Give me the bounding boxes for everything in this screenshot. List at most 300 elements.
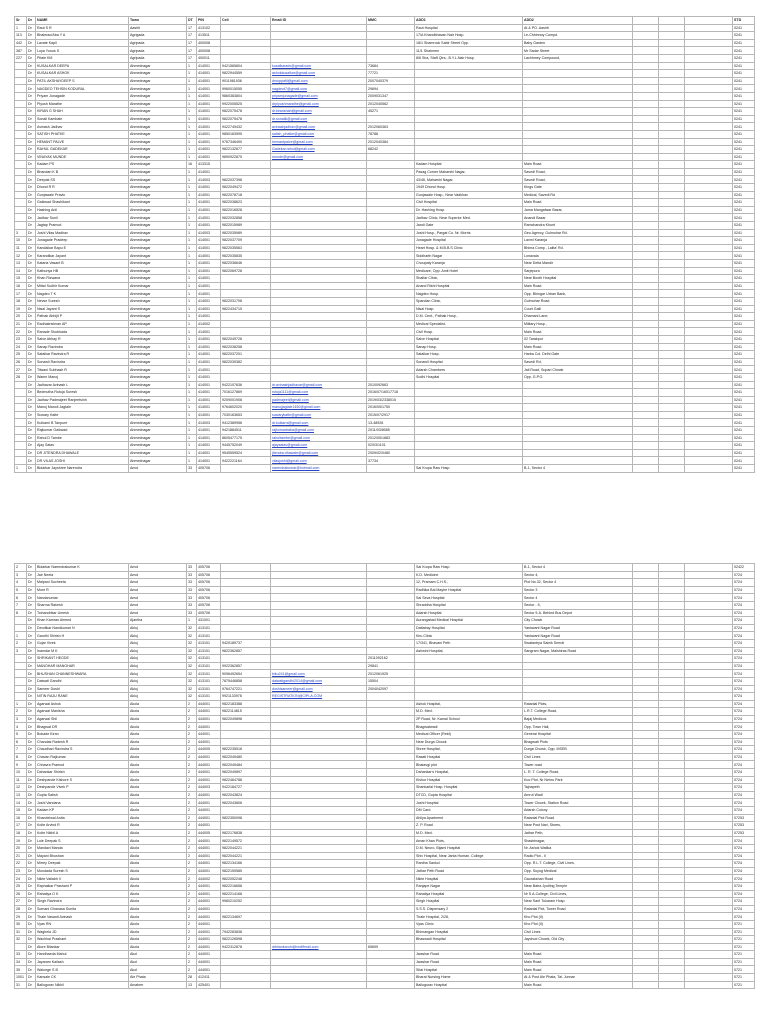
cell-email[interactable]: kusalkaradv@gmail.com [271,62,367,70]
cell-name: NAGDEO TEHSIN KODURAL [36,85,129,93]
cell-email[interactable] [271,776,367,784]
cell-std: 0241 [733,146,755,154]
cell-add1: Medical Specialist, [415,320,523,328]
cell-email[interactable]: dr.kiranshah@gmail.com [271,108,367,116]
cell-email[interactable]: REGISTRATION@CIPLA.COM [271,693,367,701]
cell-email[interactable] [271,328,367,336]
cell-dr: Dr [27,799,36,807]
cell-dr: Dr [27,928,36,936]
cell-extra1 [633,943,659,951]
cell-add1: Anand Rishi Hospital [415,282,523,290]
cell-email[interactable] [271,632,367,640]
cell-std: 0241 [733,313,755,321]
cell-name: Gaikwad Shashikant [36,199,129,207]
cell-add2 [523,419,633,427]
cell-name: Jadhavar Avinash L [36,381,129,389]
cell-pin: 414001 [197,389,221,397]
cell-extra1 [633,199,659,207]
cell-email[interactable] [271,738,367,746]
table-row [15,860,755,868]
cell-std: 0241 [733,77,755,85]
table-row [15,100,755,108]
cell-email[interactable] [271,700,367,708]
cell-email[interactable] [271,313,367,321]
cell-dr: Dr [27,829,36,837]
cell-extra1 [633,411,659,419]
cell-email[interactable]: munde@gmail.com [271,153,367,161]
cell-email[interactable] [271,320,367,328]
cell-town: Agripada [129,39,187,47]
cell-mmc [367,47,415,55]
cell-dr: Dr [27,761,36,769]
cell-town: Ahmednagar [129,115,187,123]
cell-dt: 2 [187,860,197,868]
table-row [15,108,755,116]
cell-email[interactable] [271,829,367,837]
cell-email[interactable]: dr.avinashjadhavar@gmail.com [271,381,367,389]
cell-email[interactable] [271,837,367,845]
cell-email[interactable] [271,260,367,268]
cell-town: Akola [129,936,187,944]
cell-email[interactable] [271,791,367,799]
cell-pin: 413101 [197,693,221,701]
cell-email[interactable] [271,655,367,663]
cell-town: Ahmednagar [129,184,187,192]
cell-dt: 1 [187,442,197,450]
cell-email[interactable]: hemantpalve@gmail.com [271,138,367,146]
cell-mmc [367,244,415,252]
cell-add1: Ashwini Hospital, [415,647,523,655]
cell-email[interactable] [271,617,367,625]
cell-email[interactable]: drpiyushmarathe@gmail.com [271,100,367,108]
cell-extra2 [659,115,685,123]
cell-std: 0724 [733,639,755,647]
cell-extra3 [685,290,733,298]
cell-extra3 [685,457,733,465]
cell-add1 [415,92,523,100]
cell-extra1 [633,260,659,268]
cell-sr [15,161,27,169]
cell-mmc [367,161,415,169]
cell-email[interactable] [271,951,367,959]
cell-email[interactable]: drbilankaruhi@rediffmail.com [271,943,367,951]
cell-std: 0241 [733,92,755,100]
cell-extra3 [685,579,733,587]
cell-mmc [367,571,415,579]
cell-email[interactable]: priyamjunagade@gmail.com [271,92,367,100]
cell-extra3 [685,814,733,822]
table-row [15,328,755,336]
cell-sr: 1 [15,700,27,708]
cell-email[interactable] [271,662,367,670]
cell-dr: Dr [27,373,36,381]
cell-extra1 [633,108,659,116]
cell-sr: 11 [15,776,27,784]
cell-email[interactable] [271,609,367,617]
cell-cell: 9822044221 [221,852,271,860]
cell-extra2 [659,24,685,32]
cell-add2: Medical, Savedi Rd [523,191,633,199]
cell-std: 0241 [733,47,755,55]
cell-email[interactable] [271,168,367,176]
table-row [15,564,755,572]
cell-cell: 9421884511 [221,427,271,435]
cell-std: 0241 [733,267,755,275]
cell-email[interactable] [271,753,367,761]
cell-email[interactable] [271,184,367,192]
cell-pin: 413101 [197,624,221,632]
table-row [15,958,755,966]
cell-cell [221,655,271,663]
cell-email[interactable]: nagdeot7@gmail.com [271,85,367,93]
cell-mmc: 02/03/1101 [367,442,415,450]
cell-sr: 33 [15,951,27,959]
cell-email[interactable]: Gadekar.rahul@gmail.com [271,146,367,154]
cell-email[interactable] [271,860,367,868]
cell-email[interactable] [271,32,367,40]
cell-extra3 [685,351,733,359]
cell-email[interactable]: suwarykatte@gmail.com [271,411,367,419]
cell-add2 [523,693,633,701]
cell-extra1 [633,594,659,602]
cell-extra1 [633,981,659,989]
cell-email[interactable] [271,981,367,989]
cell-town: Ahmednagar [129,100,187,108]
cell-name: Rahul D Tambe [36,434,129,442]
cell-town: Amol [129,564,187,572]
cell-extra2 [659,860,685,868]
table-row [15,222,755,230]
cell-email[interactable] [271,905,367,913]
cell-name: Sonawli Ravindra [36,358,129,366]
table-row [15,807,755,815]
cell-email[interactable] [271,47,367,55]
cell-dr: Dr [27,138,36,146]
cell-extra1 [633,609,659,617]
cell-sr: 20 [15,844,27,852]
cell-add1: Jandi Gate [415,222,523,230]
cell-extra2 [659,32,685,40]
table-row [15,738,755,746]
cell-add1: 2P Road, Nr. Kamal School [415,715,523,723]
cell-dr: Dr [27,252,36,260]
cell-email[interactable] [271,564,367,572]
cell-add2: Durga Chowk, Opp. MSEB [523,746,633,754]
cell-cell [221,951,271,959]
cell-add1: Ranjape Nagar [415,882,523,890]
cell-town: Ahmednagar [129,252,187,260]
cell-extra2 [659,981,685,989]
cell-dt: 1 [187,146,197,154]
cell-email[interactable]: dr.kulkarni@gmail.com [271,419,367,427]
cell-extra2 [659,411,685,419]
cell-extra3 [685,138,733,146]
cell-email[interactable] [271,639,367,647]
cell-mmc [367,176,415,184]
cell-email[interactable] [271,746,367,754]
cell-town: Akola [129,837,187,845]
cell-pin: 414003 [197,176,221,184]
cell-add2 [523,85,633,93]
cell-extra1 [633,723,659,731]
cell-add2: Opp. Town Hall, [523,723,633,731]
cell-extra1 [633,844,659,852]
cell-email[interactable]: daiwatigandhi2014@gmail.com [271,677,367,685]
cell-email[interactable] [271,297,367,305]
cell-add1: 17/A Khandbhavan Nair Hosp. [415,32,523,40]
cell-add1: Near Durga Chowk [415,738,523,746]
table-row [15,252,755,260]
cell-extra3 [685,434,733,442]
cell-sr: 6 [15,594,27,602]
cell-email[interactable] [271,708,367,716]
table-row [15,267,755,275]
cell-email[interactable] [271,366,367,374]
cell-extra1 [633,184,659,192]
cell-email[interactable] [271,267,367,275]
cell-email[interactable] [271,39,367,47]
cell-email[interactable]: doshisameer@gmail.com [271,685,367,693]
cell-pin: 413102 [197,24,221,32]
cell-dt: 1 [187,184,197,192]
table-row [15,852,755,860]
cell-pin: 444001 [197,731,221,739]
cell-email[interactable] [271,898,367,906]
cell-town: Akluj [129,632,187,640]
cell-email[interactable] [271,807,367,815]
cell-email[interactable] [271,814,367,822]
cell-extra2 [659,404,685,412]
cell-dt: 1 [187,252,197,260]
cell-std: 0241 [733,138,755,146]
cell-name: Gunjawale Pravin [36,191,129,199]
cell-email[interactable]: jitendra.dhawale@gmail.com [271,449,367,457]
cell-extra2 [659,138,685,146]
cell-email[interactable] [271,822,367,830]
cell-email[interactable] [271,373,367,381]
cell-extra2 [659,191,685,199]
cell-sr: 29 [15,913,27,921]
table-row [15,411,755,419]
cell-email[interactable] [271,966,367,974]
cell-dt: 2 [187,807,197,815]
cell-town: Ahmednagar [129,449,187,457]
cell-pin: 444001 [197,715,221,723]
cell-email[interactable] [271,214,367,222]
cell-extra3 [685,670,733,678]
cell-email[interactable] [271,958,367,966]
cell-email[interactable]: avinashjadhav@gmail.com [271,123,367,131]
table-row [15,244,755,252]
table-row [15,601,755,609]
cell-extra2 [659,168,685,176]
cell-email[interactable] [271,624,367,632]
cell-email[interactable] [271,191,367,199]
cell-email[interactable] [271,252,367,260]
cell-email[interactable] [271,761,367,769]
cell-name: Dhond R R [36,184,129,192]
cell-email[interactable] [271,176,367,184]
cell-extra1 [633,761,659,769]
cell-email[interactable] [271,290,367,298]
cell-dr: Dr [27,579,36,587]
cell-sr: 15 [15,275,27,283]
cell-email[interactable] [271,852,367,860]
cell-email[interactable]: rahultambe@gmail.com [271,434,367,442]
cell-std: 0724 [733,799,755,807]
cell-email[interactable] [271,579,367,587]
table-row [15,123,755,131]
cell-email[interactable] [271,335,367,343]
cell-town: Akol [129,966,187,974]
cell-email[interactable] [271,799,367,807]
cell-std: 0241 [733,396,755,404]
cell-sr: 1 [15,632,27,640]
cell-email[interactable] [271,920,367,928]
cell-dr: Dr [27,791,36,799]
cell-sr: 21 [15,852,27,860]
cell-email[interactable] [271,844,367,852]
cell-email[interactable] [271,161,367,169]
cell-add1: Sitai Hospital [415,966,523,974]
cell-email[interactable] [271,769,367,777]
cell-email[interactable] [271,784,367,792]
table-row [15,176,755,184]
cell-sr: 27 [15,898,27,906]
cell-email[interactable] [271,882,367,890]
cell-email[interactable]: padmajeet@gmail.com [271,396,367,404]
cell-email[interactable] [271,343,367,351]
cell-email[interactable] [271,351,367,359]
cell-add2: Savedi Road, [523,168,633,176]
cell-name: SHRIKANT HEGDE [36,655,129,663]
cell-email[interactable] [271,305,367,313]
cell-cell: 9921133978 [221,693,271,701]
cell-pin: 444001 [197,723,221,731]
cell-add2: Sector 4, [523,571,633,579]
table-row [15,282,755,290]
cell-town: Akol [129,958,187,966]
cell-dr: Dr [27,290,36,298]
cell-email[interactable]: ashokkusalkar@gmail.com [271,70,367,78]
cell-pin: 414001 [197,130,221,138]
cell-email[interactable]: satish_phatke@gmail.com [271,130,367,138]
cell-email[interactable] [271,222,367,230]
cell-extra3 [685,343,733,351]
cell-pin: 414001 [197,222,221,230]
cell-extra3 [685,404,733,412]
cell-town: Ahmednagar [129,297,187,305]
cell-email[interactable] [271,206,367,214]
cell-email[interactable] [271,723,367,731]
cell-email[interactable]: drsoppatil@gmail.com [271,77,367,85]
cell-email[interactable]: rutuja1111@gmail.com [271,389,367,397]
cell-dr: Dr [27,92,36,100]
cell-sr [15,655,27,663]
cell-mmc [367,267,415,275]
cell-pin: 413101 [197,677,221,685]
cell-email[interactable] [271,867,367,875]
cell-town: Akola [129,799,187,807]
cell-sr [15,693,27,701]
cell-dt: 1 [187,434,197,442]
cell-email[interactable] [271,936,367,944]
cell-name: BHUSHAN CHANNESHWARA [36,670,129,678]
cell-email[interactable] [271,229,367,237]
cell-email[interactable]: dr.sonalik@gmail.com [271,115,367,123]
cell-extra1 [633,890,659,898]
cell-email[interactable] [271,928,367,936]
cell-email[interactable] [271,54,367,62]
cell-email[interactable] [271,594,367,602]
cell-dt: 2 [187,791,197,799]
cell-email[interactable] [271,586,367,594]
cell-std: 0241 [733,123,755,131]
cell-add1 [415,662,523,670]
cell-cell [221,54,271,62]
cell-add2: Kho Plot (II) [523,920,633,928]
cell-email[interactable]: biku241@gmail.com [271,670,367,678]
cell-email[interactable] [271,890,367,898]
cell-add1 [415,381,523,389]
cell-email[interactable] [271,731,367,739]
cell-email[interactable] [271,24,367,32]
cell-email[interactable] [271,244,367,252]
cell-pin: 405706 [197,594,221,602]
cell-email[interactable]: rajkumarbaba@gmail.com [271,427,367,435]
cell-dt: 1 [187,328,197,336]
cell-dr: Dr [27,685,36,693]
cell-email[interactable] [271,974,367,982]
cell-email[interactable]: vilasjoshi@gmail.com [271,457,367,465]
cell-mmc [367,632,415,640]
cell-name: Lule Deepak S [36,837,129,845]
cell-email[interactable] [271,913,367,921]
cell-cell: 9764602020 [221,404,271,412]
cell-pin: 414001 [197,146,221,154]
cell-email[interactable]: narendrakumar@hotmail.com [271,465,367,473]
cell-extra2 [659,867,685,875]
cell-add1 [415,411,523,419]
cell-add2: Tajnapeth [523,784,633,792]
cell-email[interactable]: ajaysatav@gmail.com [271,442,367,450]
cell-email[interactable] [271,282,367,290]
cell-email[interactable] [271,601,367,609]
table-row [15,814,755,822]
cell-add2: B-1, Sector 4 [523,465,633,473]
cell-email[interactable] [271,875,367,883]
cell-sr: 26 [15,890,27,898]
cell-dt: 2 [187,799,197,807]
cell-email[interactable] [271,237,367,245]
cell-email[interactable] [271,358,367,366]
cell-dt: 2 [187,928,197,936]
cell-name: Kansale CK [36,974,129,982]
cell-cell: 9822049898 [221,715,271,723]
cell-email[interactable] [271,715,367,723]
cell-email[interactable] [271,199,367,207]
cell-email[interactable] [271,275,367,283]
cell-sr [15,108,27,116]
cell-add2: 02 Tarakpur [523,335,633,343]
cell-pin: 444001 [197,761,221,769]
cell-email[interactable]: manojjagtale1450@gmail.com [271,404,367,412]
cell-extra3 [685,24,733,32]
cell-email[interactable] [271,571,367,579]
cell-add1: Civil Hosp. [415,328,523,336]
cell-name: Kathuriya HB [36,267,129,275]
cell-email[interactable] [271,647,367,655]
